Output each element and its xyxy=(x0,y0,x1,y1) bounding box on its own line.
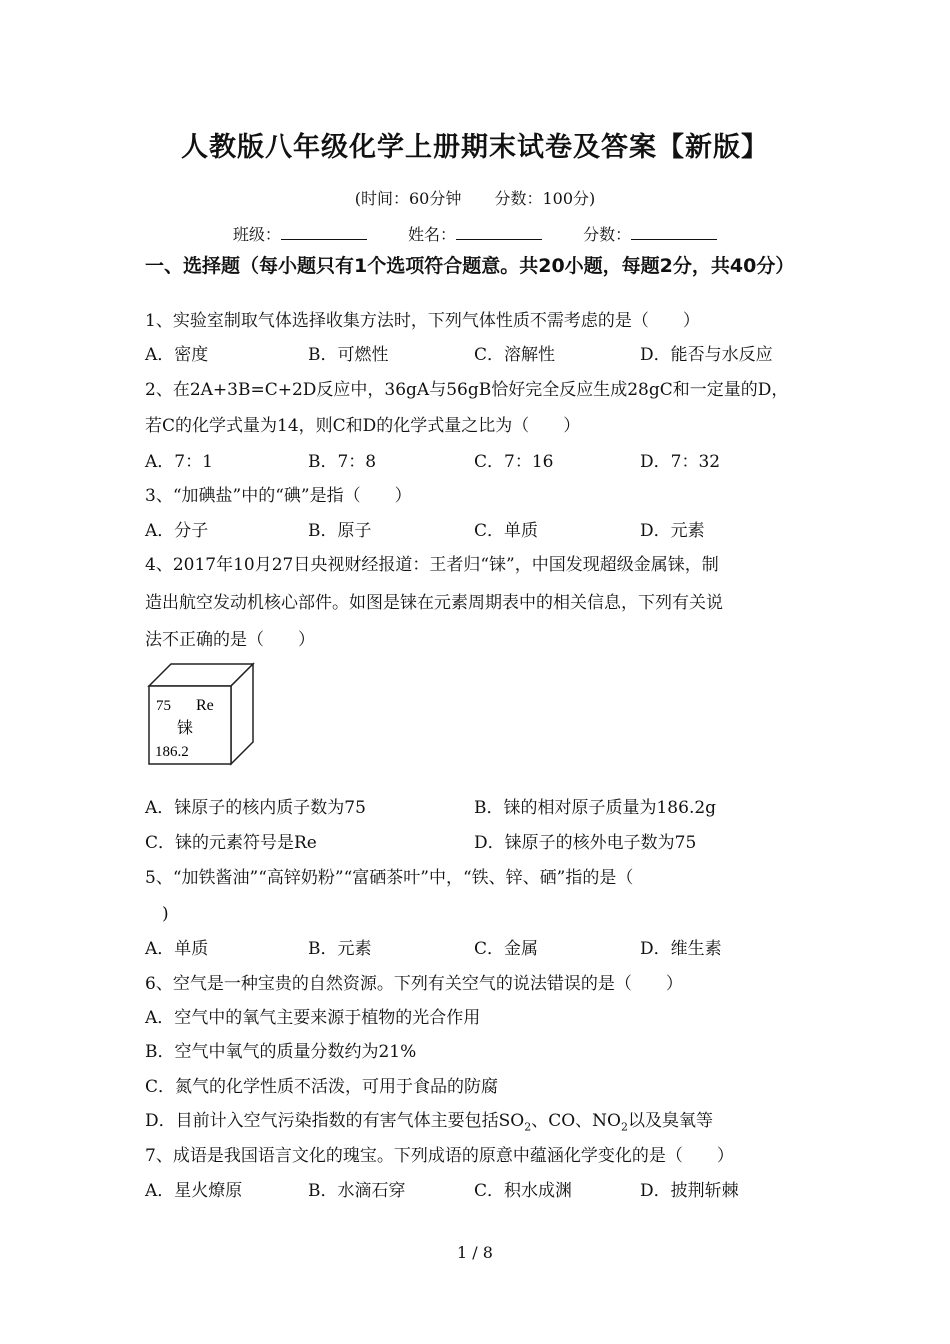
question-2-line-1: 2、在2A+3B=C+2D反应中，36gA与56gB恰好完全反应生成28gC和一定量的D， xyxy=(145,380,789,400)
q2-option-c: C．7：16 xyxy=(474,452,554,472)
name-blank xyxy=(456,225,542,240)
q1-option-a: A．密度 xyxy=(145,345,209,365)
question-2-line-2: 若C的化学式量为14，则C和D的化学式量之比为（ ） xyxy=(145,416,581,436)
q3-option-a: A．分子 xyxy=(145,521,209,541)
exam-meta xyxy=(0,186,950,209)
q6-option-d xyxy=(145,1106,713,1133)
q1-option-d: D．能否与水反应 xyxy=(640,345,773,365)
q6-option-d-part-3: 以及臭氧等 xyxy=(627,1111,713,1131)
q1-option-b: B．可燃性 xyxy=(308,345,389,365)
question-5-line-1: 5、“加铁酱油”“高锌奶粉”“富硒茶叶”中，“铁、锌、硒”指的是（ xyxy=(145,868,634,888)
no2-subscript: 2 xyxy=(620,1120,628,1134)
element-name: 铼 xyxy=(177,718,194,737)
question-3: 3、“加碘盐”中的“碘”是指（ ） xyxy=(145,486,412,506)
name-field xyxy=(408,222,542,245)
q2-option-b: B．7：8 xyxy=(308,452,377,472)
question-4-line-2: 造出航空发动机核心部件。如图是铼在元素周期表中的相关信息，下列有关说 xyxy=(145,593,723,613)
score-blank xyxy=(631,225,717,240)
exam-time: (时间：60分钟 xyxy=(354,189,462,208)
q3-option-c: C．单质 xyxy=(474,521,539,541)
question-5-line-2: ) xyxy=(145,904,169,924)
q5-option-a: A．单质 xyxy=(145,939,209,959)
element-symbol: Re xyxy=(196,697,214,714)
q7-option-d: D．披荆斩棘 xyxy=(640,1181,739,1201)
q3-option-d: D．元素 xyxy=(640,521,705,541)
q7-option-c: C．积水成渊 xyxy=(474,1181,573,1201)
question-7: 7、成语是我国语言文化的瑰宝。下列成语的原意中蕴涵化学变化的是（ ） xyxy=(145,1146,734,1166)
q4-option-a: A．铼原子的核内质子数为75 xyxy=(145,798,366,818)
rhenium-element-card xyxy=(147,660,257,766)
q5-option-b: B．元素 xyxy=(308,939,372,959)
q3-option-b: B．原子 xyxy=(308,521,372,541)
q6-option-a: A．空气中的氧气主要来源于植物的光合作用 xyxy=(145,1008,481,1028)
q4-option-c: C．铼的元素符号是Re xyxy=(145,833,317,853)
q6-option-d-part-1: D．目前计入空气污染指数的有害气体主要包括SO xyxy=(145,1111,525,1131)
exam-score: 分数：100分) xyxy=(494,189,596,208)
document-title: 人教版八年级化学上册期末试卷及答案【新版】 xyxy=(181,132,769,163)
question-1: 1、实验室制取气体选择收集方法时，下列气体性质不需考虑的是（ ） xyxy=(145,311,700,331)
q2-option-d: D．7：32 xyxy=(640,452,721,472)
question-6: 6、空气是一种宝贵的自然资源。下列有关空气的说法错误的是（ ） xyxy=(145,974,683,994)
q7-option-b: B．水滴石穿 xyxy=(308,1181,406,1201)
element-mass: 186.2 xyxy=(155,744,189,760)
section-heading: 一、选择题（每小题只有1个选项符合题意。共20小题，每题2分，共40分） xyxy=(145,255,795,277)
q2-option-a: A．7：1 xyxy=(145,452,213,472)
class-blank xyxy=(281,225,367,240)
q7-option-a: A．星火燎原 xyxy=(145,1181,243,1201)
q5-option-d: D．维生素 xyxy=(640,939,722,959)
page-number: 1 / 8 xyxy=(457,1243,493,1262)
element-number: 75 xyxy=(156,698,171,714)
score-label: 分数： xyxy=(583,225,632,244)
so2-subscript: 2 xyxy=(524,1120,532,1134)
q6-option-d-part-2: 、CO、NO xyxy=(531,1111,621,1131)
class-label: 班级： xyxy=(232,225,281,244)
q6-option-b: B．空气中氧气的质量分数约为21% xyxy=(145,1042,417,1062)
q5-option-c: C．金属 xyxy=(474,939,539,959)
student-info xyxy=(0,222,950,245)
question-4-line-3: 法不正确的是（ ） xyxy=(145,630,315,650)
q4-option-b: B．铼的相对原子质量为186.2g xyxy=(474,798,717,818)
name-label: 姓名： xyxy=(407,225,456,244)
question-4-line-1: 4、2017年10月27日央视财经报道：王者归“铼”，中国发现超级金属铼，制 xyxy=(145,555,719,575)
q4-option-d: D．铼原子的核外电子数为75 xyxy=(474,833,697,853)
q1-option-c: C．溶解性 xyxy=(474,345,556,365)
q6-option-c: C．氮气的化学性质不活泼，可用于食品的防腐 xyxy=(145,1077,499,1097)
class-field xyxy=(233,222,367,245)
score-field xyxy=(583,222,717,245)
